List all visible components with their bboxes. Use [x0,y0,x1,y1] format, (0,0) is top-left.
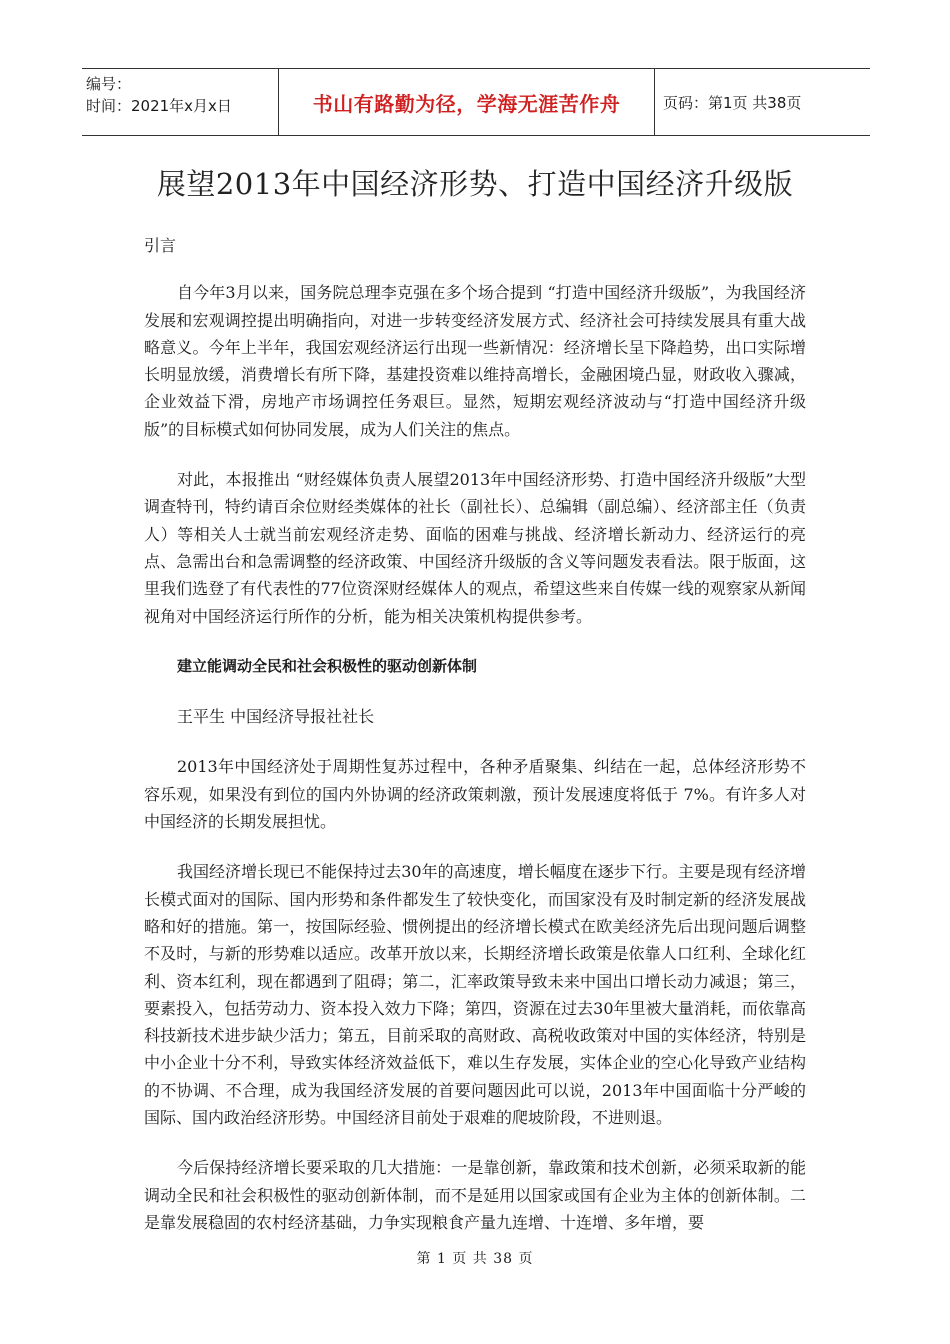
document-title: 展望2013年中国经济形势、打造中国经济升级版 [156,167,794,201]
date-label: 时间：2021年x月x日 [86,97,232,115]
paragraph-5: 今后保持经济增长要采取的几大措施：一是靠创新，靠政策和技术创新，必须采取新的能调动全民和社会积极性的驱动创新体制，而不是延用以国家或国有企业为主体的创新体制。二是靠发展稳固的农村经济基础，力争实现粮食产量九连增、十连增、多年增，要 [144,1158,806,1232]
document-header [82,68,870,136]
paragraph-1: 自今年3月以来，国务院总理李克强在多个场合提到 “打造中国经济升级版”，为我国经济发展和宏观调控提出明确指向，对进一步转变经济发展方式、经济社会可持续发展具有重大战略意义。今年上半年，我国宏观经济运行出现一些新情况：经济增长呈下降趋势，出口实际增长明显放缓，消费增长有所下降，基建投资难以维持高增长，金融困境凸显，财政收入骤减，企业效益下滑，房地产市场调控任务艰巨。显然，短期宏观经济波动与“打造中国经济升级版”的目标模式如何协同发展，成为人们关注的焦点。 [144,283,806,439]
section-heading: 建立能调动全民和社会积极性的驱动创新体制 [177,656,478,675]
document-body [144,232,806,1236]
paragraph-2: 对此，本报推出 “财经媒体负责人展望2013年中国经济形势、打造中国经济升级版”大型调查特刊，特约请百余位财经类媒体的社长（副社长）、总编辑（副总编）、经济部主任（负责人）等相关人士就当前宏观经济走势、面临的困难与挑战、经济增长新动力、经济运行的亮点、急需出台和急需调整的经济政策、中国经济升级版的含义等问题发表看法。限于版面，这里我们选登了有代表性的77位资深财经媒体人的观点，希望这些来自传媒一线的观察家从新闻视角对中国经济运行所作的分析，能为相关决策机构提供参考。 [144,470,806,626]
paragraph-3: 2013年中国经济处于周期性复苏过程中，各种矛盾聚集、纠结在一起，总体经济形势不容乐观，如果没有到位的国内外协调的经济政策刺激，预计发展速度将低于 7%。有许多人对中国经济的长期发展担忧。 [144,757,806,832]
number-label: 编号： [86,75,132,93]
header-motto: 书山有路勤为径，学海无涯苦作舟 [279,69,655,135]
page-footer: 第 1 页 共 38 页 [416,1251,534,1267]
paragraph-4: 我国经济增长现已不能保持过去30年的高速度，增长幅度在逐步下行。主要是现有经济增长模式面对的国际、国内形势和条件都发生了较快变化，而国家没有及时制定新的经济发展战略和好的措施。第一，按国际经验、惯例提出的经济增长模式在欧美经济先后出现问题后调整不及时，与新的形势难以适应。改革开放以来，长期经济增长政策是依靠人口红利、全球化红利、资本红利，现在都遇到了阻碍；第二，汇率政策导致未来中国出口增长动力减退；第三，要素投入，包括劳动力、资本投入效力下降；第四，资源在过去30年里被大量消耗，而依靠高科技新技术进步缺少活力；第五，目前采取的高财政、高税收政策对中国的实体经济，特别是中小企业十分不利，导致实体经济效益低下，难以生存发展，实体企业的空心化导致产业结构的不协调、不合理，成为我国经济发展的首要问题因此可以说，2013年中国面临十分严峻的国际、国内政治经济形势。中国经济目前处于艰难的爬坡阶段，不进则退。 [144,862,806,1128]
header-page-info: 页码：第1页 共38页 [663,93,802,112]
header-meta-cell [82,69,279,135]
intro-label: 引言 [144,236,177,255]
author-line: 王平生 中国经济导报社社长 [177,707,375,727]
